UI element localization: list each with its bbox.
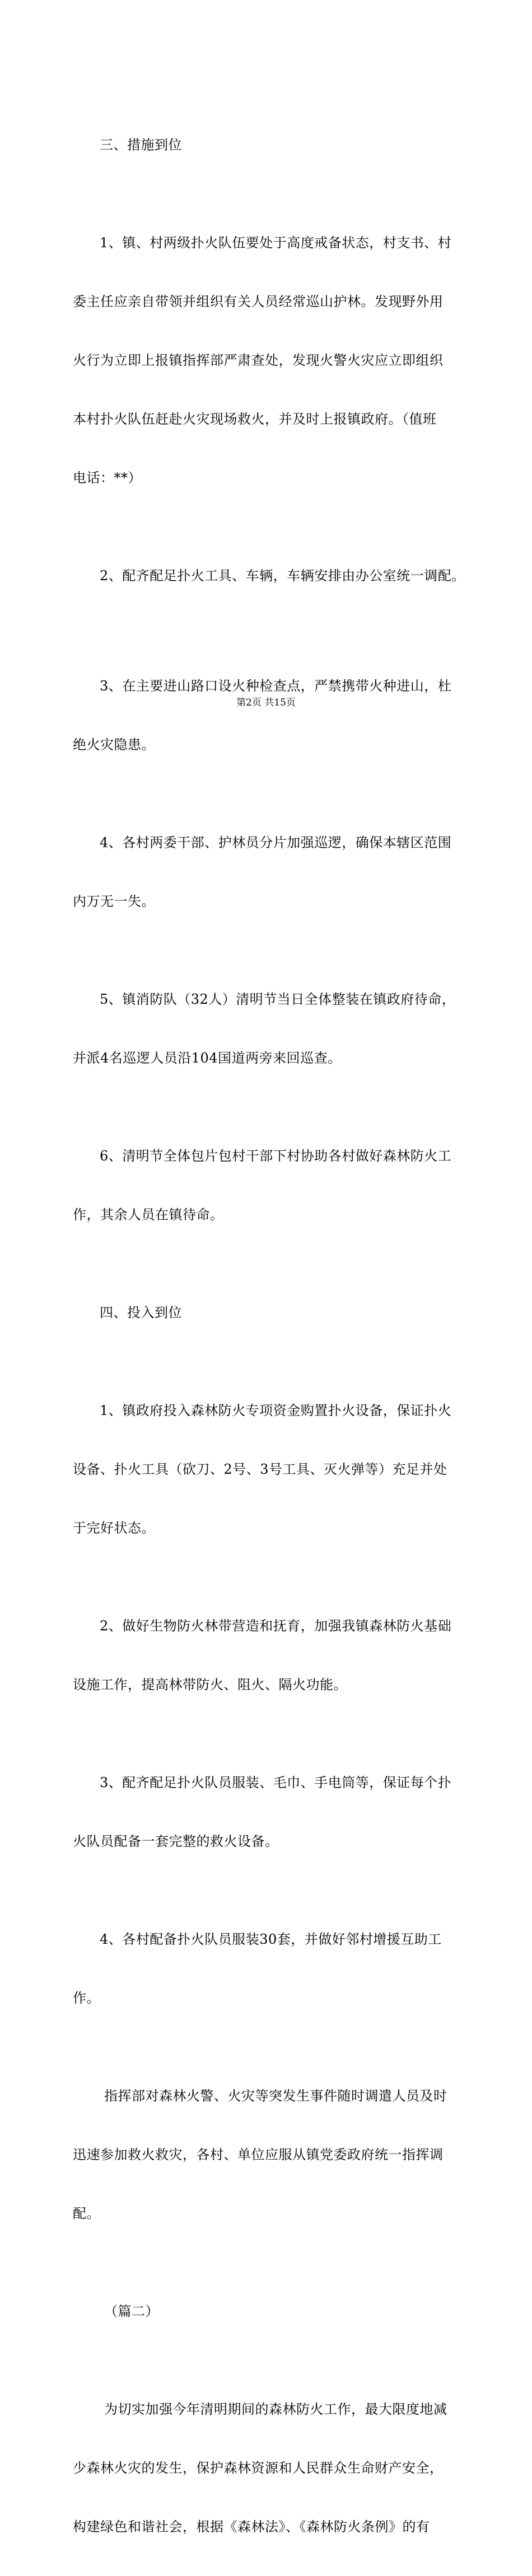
paragraph-line: 绝火灾隐患。 [73,737,155,753]
section4-item-2 [73,1577,465,1734]
section3-item-2 [73,527,465,625]
paragraph-line: 本村扑火队伍赶赴火灾现场救火，并及时上报镇政府。（值班 [73,411,437,427]
paragraph-line: 内万无一失。 [73,894,155,909]
paragraph-line: 设施工作，提高林带防火、阻火、隔火功能。 [73,1677,347,1693]
paragraph-line: 少森林火灾的发生，保护森林资源和人民群众生命财产安全， [73,2460,444,2476]
part2-intro [73,2361,465,2576]
paragraph-line: 迅速参加救火救灾，各村、单位应服从镇党委政府统一指挥调 [73,2147,444,2163]
paragraph-line: 配。 [73,2206,100,2221]
paragraph-line: 委主任应亲自带领并组织有关人员经常巡山护林。发现野外用 [73,294,444,309]
paragraph-line: 并派4名巡逻人员沿104国道两旁来回巡查。 [73,1050,342,1066]
heading-line: （篇二） [104,2304,159,2319]
section4-item-4 [73,1891,465,2047]
section3-item-3 [73,637,465,794]
blank-gap [73,625,465,637]
paragraph-line: 火队员配备一套完整的救火设备。 [73,1834,279,1849]
page-footer: 第2页 共15页 [236,697,296,708]
paragraph-line: 4、各村两委干部、护林员分片加强巡逻，确保本辖区范围 [100,835,452,850]
paragraph-line: 设备、扑火工具（砍刀、2号、3号工具、灭火弹等）充足并处 [73,1461,447,1477]
part2-heading [73,2263,465,2361]
section3-heading [73,96,465,194]
paragraph-line: 1、镇、村两级扑火队伍要处于高度戒备状态，村支书、村 [100,235,452,251]
section3-item-4 [73,794,465,951]
paragraph-line: 5、镇消防队（32人）清明节当日全体整装在镇政府待命， [100,991,456,1007]
paragraph-line: 6、清明节全体包片包村干部下村协助各村做好森林防火工 [100,1148,452,1164]
paragraph-line: 作。 [73,1990,100,2006]
paragraph-line: 电话：**） [73,470,142,486]
paragraph-line: 3、配齐配足扑火队员服装、毛巾、手电筒等，保证每个扑 [100,1775,452,1790]
section4-heading [73,1264,465,1362]
document-body [73,96,465,2576]
section3-item-1 [73,194,465,527]
paragraph-line: 火行为立即上报镇指挥部严肃查处，发现火警火灾应立即组织 [73,352,444,368]
heading-line: 三、措施到位 [100,137,182,153]
closing-paragraph [73,2047,465,2263]
paragraph-line: 构建绿色和谐社会，根据《森林法》、《森林防火条例》的有 [73,2519,430,2535]
paragraph-line: 于完好状态。 [73,1520,155,1536]
heading-line: 四、投入到位 [100,1305,182,1320]
paragraph-line: 作，其余人员在镇待命。 [73,1207,224,1223]
paragraph-line: 为切实加强今年清明期间的森林防火工作，最大限度地减 [104,2401,447,2417]
section3-item-5 [73,951,465,1107]
section4-item-1 [73,1362,465,1577]
paragraph-line: 2、做好生物防火林带营造和抚育，加强我镇森林防火基础 [100,1618,452,1634]
paragraph-line: 3、在主要进山路口设火种检查点，严禁携带火种进山，杜 [100,678,452,694]
paragraph-line: 指挥部对森林火警、火灾等突发生事件随时调遣人员及时 [104,2088,447,2104]
section3-item-6 [73,1107,465,1264]
paragraph-line: 2、配齐配足扑火工具、车辆，车辆安排由办公室统一调配。 [100,568,465,584]
paragraph-line: 1、镇政府投入森林防火专项资金购置扑火设备，保证扑火 [100,1403,452,1418]
section4-item-3 [73,1734,465,1891]
paragraph-line: 4、各村配备扑火队员服装30套，并做好邻村增援互助工 [100,1931,442,1947]
